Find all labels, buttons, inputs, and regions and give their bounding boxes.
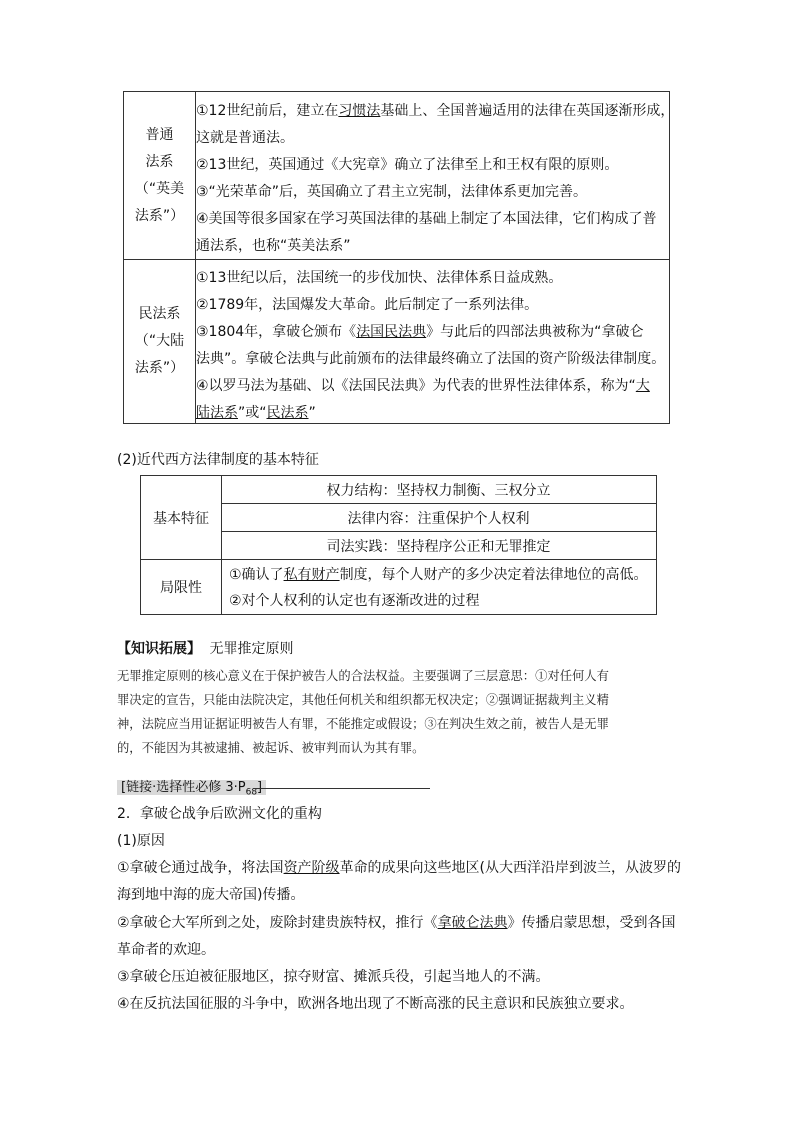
knowledge-tag: 【知识拓展】 bbox=[117, 641, 201, 657]
civil-law-content bbox=[196, 265, 666, 427]
knowledge-body bbox=[117, 664, 677, 760]
basic-feature-item: 司法实践：坚持程序公正和无罪推定 bbox=[221, 532, 656, 560]
common-law-label: 普通 法系 （“英美 法系”） bbox=[134, 126, 185, 224]
common-law-line: ①12世纪前后，建立在习惯法基础上、全国普遍适用的法律在英国逐渐形成， bbox=[196, 103, 675, 119]
common-law-line: 这就是普通法。 bbox=[196, 130, 294, 146]
common-law-line: ②13世纪，英国通过《大宪章》确立了法律至上和王权有限的原则。 bbox=[196, 157, 619, 173]
section2-paragraph: 革命者的欢迎。 bbox=[117, 942, 215, 958]
civil-law-line: 陆法系”或“民法系” bbox=[196, 405, 316, 421]
common-law-row bbox=[124, 92, 675, 260]
link-reference[interactable] bbox=[117, 776, 266, 798]
civil-law-row bbox=[124, 259, 669, 423]
legal-systems-table bbox=[123, 91, 675, 424]
section2-paragraph: ③拿破仑压迫被征服地区，掠夺财富、摊派兵役，引起当地人的不满。 bbox=[117, 969, 550, 985]
link-tag[interactable]: [链接·选择性必修 $3\cdot P_{68}$] bbox=[117, 780, 266, 795]
civil-law-line: 法典”。拿破仑法典与此前颁布的法律最终确立了法国的资产阶级法律制度。 bbox=[196, 351, 666, 367]
section2-paragraph: 海到地中海的庞大帝国)传播。 bbox=[117, 887, 305, 903]
section2-subheading: (1)原因 bbox=[117, 833, 165, 849]
knowledge-title: 无罪推定原则 bbox=[209, 641, 294, 657]
common-law-line: ③“光荣革命”后，英国确立了君主立宪制，法律体系更加完善。 bbox=[196, 184, 588, 200]
limitations-label: 局限性 bbox=[141, 560, 222, 614]
common-law-line: 通法系，也称“英美法系” bbox=[196, 238, 351, 254]
civil-law-label: 民法系 （“大陆 法系”） bbox=[134, 305, 185, 376]
knowledge-line: 罪决定的宣告，只能由法院决定，其他任何机关和组织都无权决定；②强调证据裁判主义精 bbox=[117, 693, 609, 707]
basic-feature-item: 法律内容：注重保护个人权利 bbox=[221, 504, 656, 532]
link-underline-rule bbox=[253, 788, 430, 789]
limitations-content bbox=[229, 562, 656, 614]
basic-feature-item: 权力结构：坚持权力制衡、三权分立 bbox=[221, 476, 656, 504]
civil-law-line: ①13世纪以后，法国统一的步伐加快、法律体系日益成熟。 bbox=[196, 270, 563, 286]
limitation-line: ②对个人权利的认定也有逐渐改进的过程 bbox=[229, 593, 480, 609]
civil-law-label-cell bbox=[124, 259, 196, 423]
section-2-heading: (2)近代西方法律制度的基本特征 bbox=[117, 452, 319, 468]
section2-paragraph: ①拿破仑通过战争，将法国资产阶级革命的成果向这些地区(从大西洋沿岸到波兰，从波罗的 bbox=[117, 860, 682, 876]
section2-paragraph: ②拿破仑大军所到之处，废除封建贵族特权，推行《拿破仑法典》传播启蒙思想，受到各国 bbox=[117, 915, 676, 931]
section2-paragraph: ④在反抗法国征服的斗争中，欧洲各地出现了不断高涨的民主意识和民族独立要求。 bbox=[117, 996, 634, 1012]
common-law-line: ④美国等很多国家在学习英国法律的基础上制定了本国法律，它们构成了普 bbox=[196, 211, 657, 227]
section2-heading: 2．拿破仑战争后欧洲文化的重构 bbox=[117, 806, 322, 822]
civil-law-line: ③1804年，拿破仑颁布《法国民法典》与此后的四部法典被称为“拿破仑 bbox=[196, 324, 644, 340]
knowledge-header bbox=[117, 638, 293, 658]
knowledge-line: 无罪推定原则的核心意义在于保护被告人的合法权益。主要强调了三层意思：①对任何人有 bbox=[117, 669, 609, 683]
knowledge-line: 的，不能因为其被逮捕、被起诉、被审判而认为其有罪。 bbox=[117, 741, 425, 755]
civil-law-line: ④以罗马法为基础、以《法国民法典》为代表的世界性法律体系，称为“大 bbox=[196, 378, 650, 394]
civil-law-line: ②1789年，法国爆发大革命。此后制定了一系列法律。 bbox=[196, 297, 539, 313]
limitation-line: ①确认了私有财产制度，每个人财产的多少决定着法律地位的高低。 bbox=[229, 567, 648, 583]
basic-features-label: 基本特征 bbox=[141, 476, 222, 560]
common-law-content bbox=[196, 98, 675, 260]
characteristics-table bbox=[140, 475, 657, 615]
knowledge-line: 神，法院应当用证据证明被告人有罪，不能推定或假设；③在判决生效之前，被告人是无罪 bbox=[117, 717, 609, 731]
common-law-label-cell bbox=[124, 92, 196, 259]
